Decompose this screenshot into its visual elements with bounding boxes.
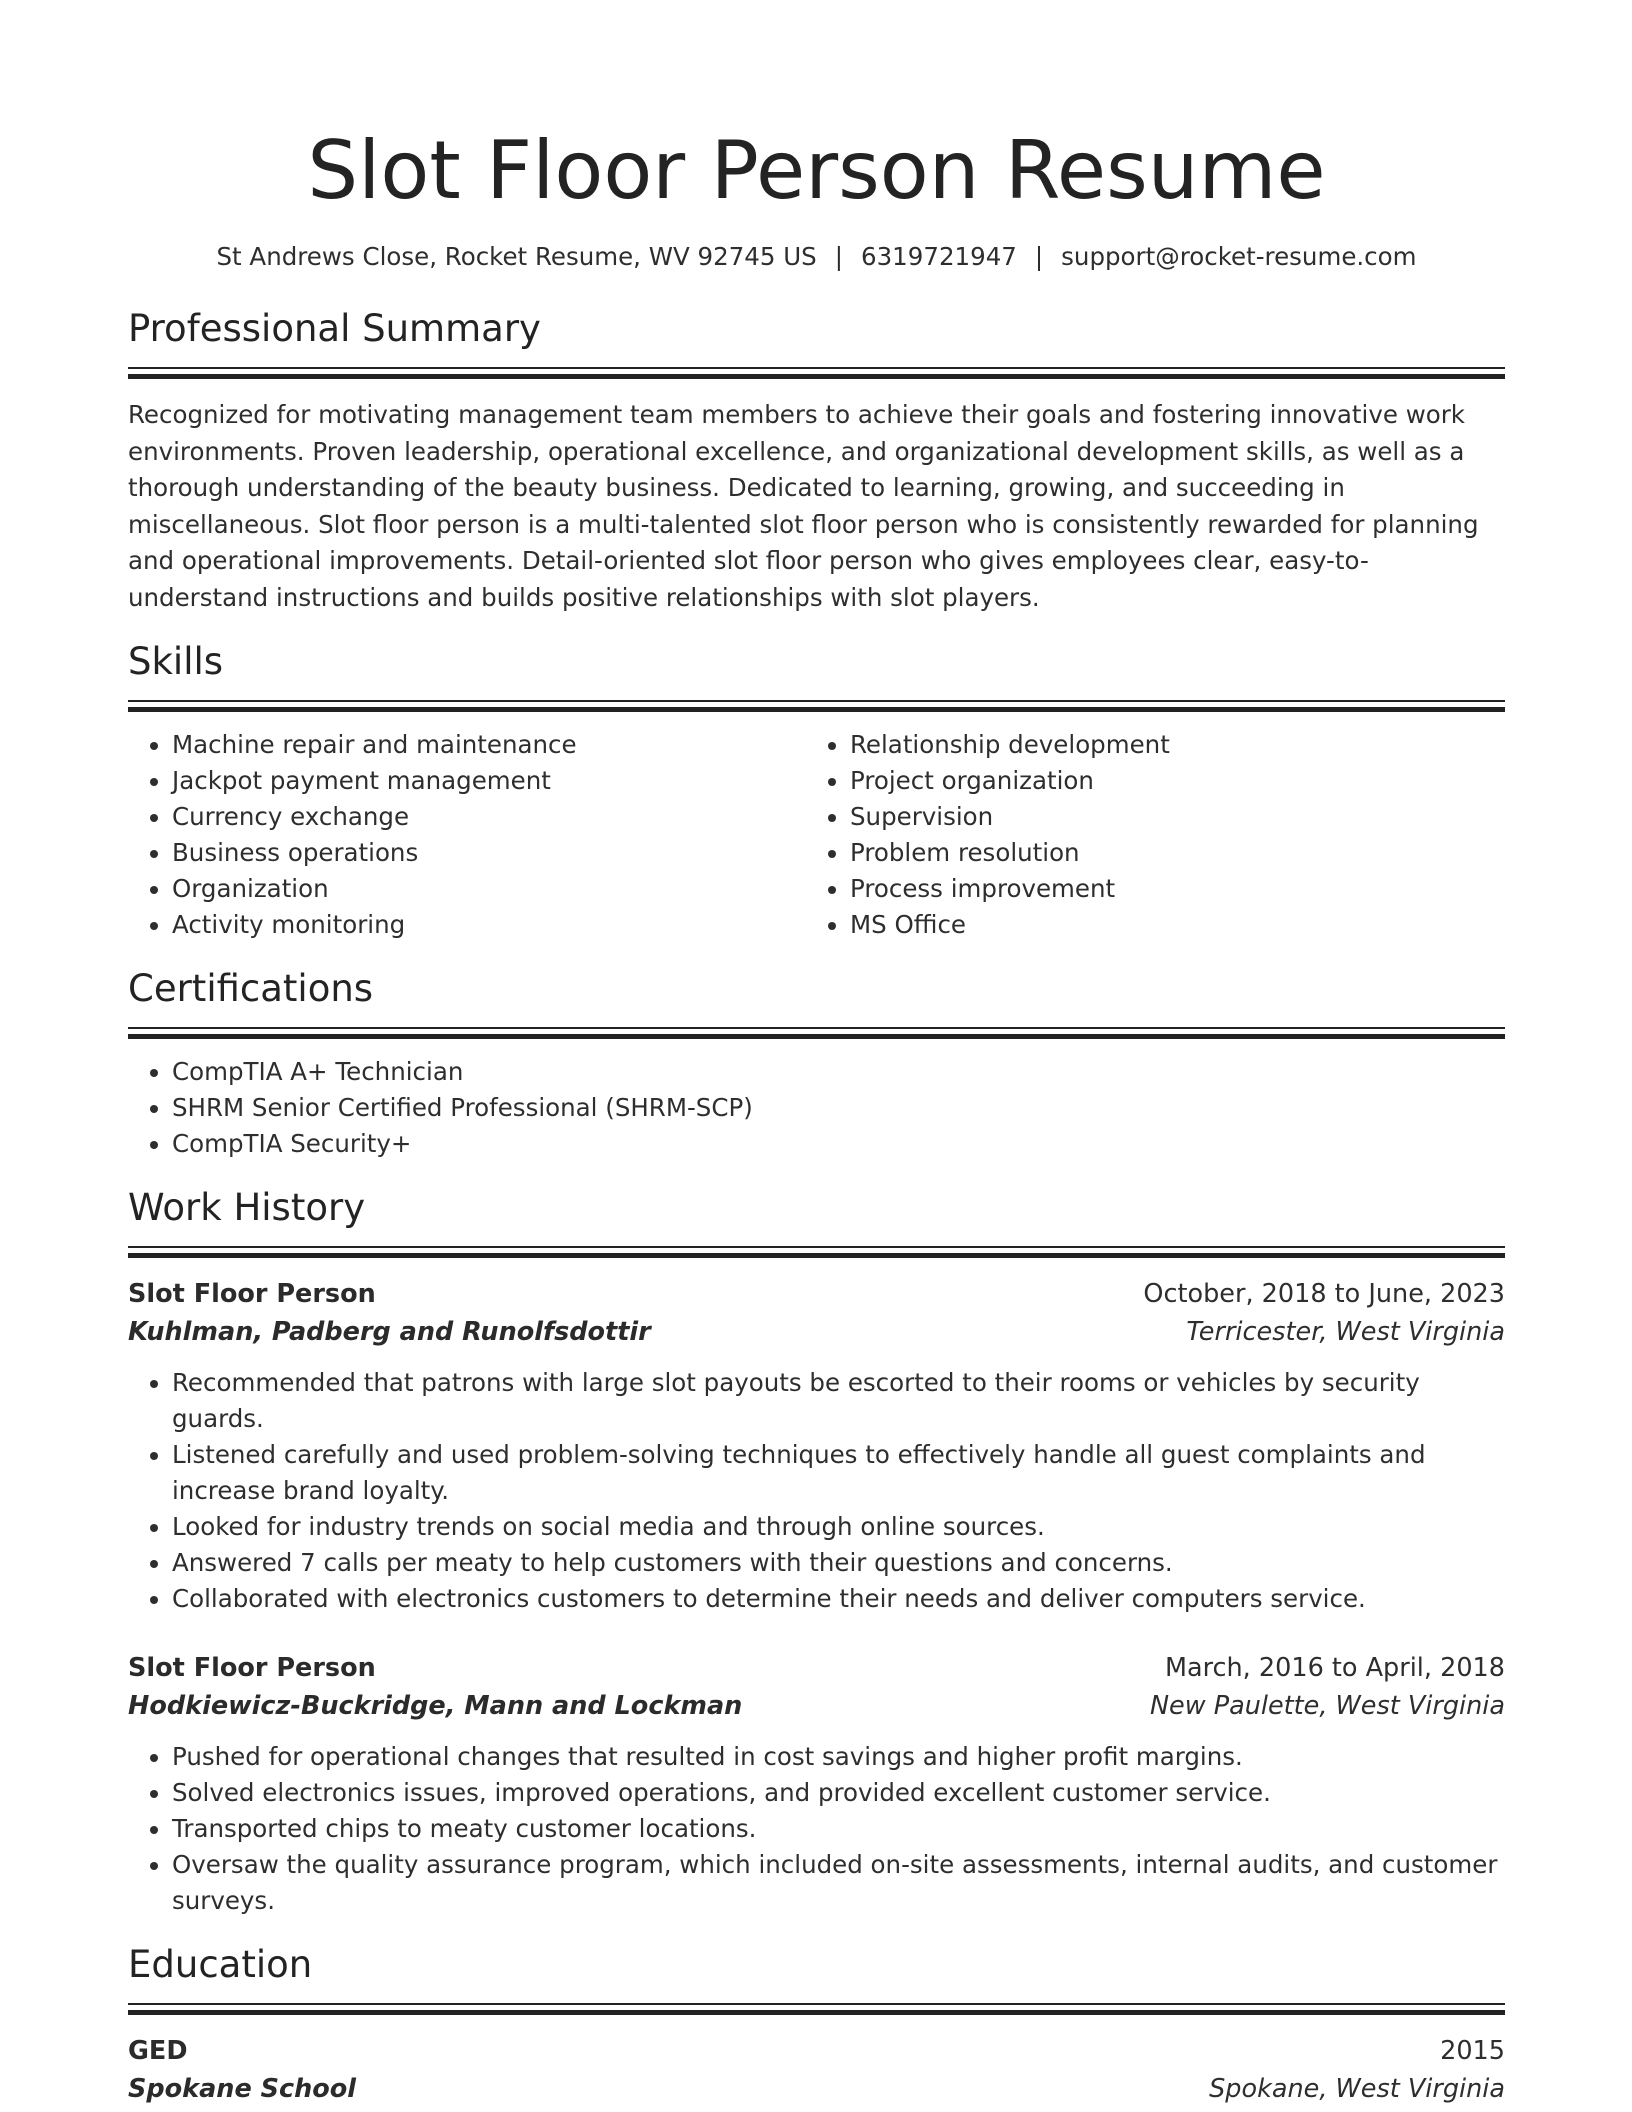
contact-separator: |	[1034, 242, 1044, 271]
education-year: 2015	[1440, 2036, 1505, 2066]
education-location: Spokane, West Virginia	[1209, 2074, 1505, 2104]
certifications-heading: Certifications	[128, 967, 374, 1010]
contact-email: support@rocket-resume.com	[1061, 242, 1417, 271]
contact-phone: 6319721947	[861, 242, 1017, 271]
job-bullet: • Oversaw the quality assurance program, which included on-site assessments, internal audits, and customer surveys.	[172, 1847, 1505, 1919]
job-entry	[128, 1275, 1505, 1617]
work-history-section	[128, 1184, 1505, 1919]
job-bullets	[128, 1739, 1505, 1919]
skills-heading: Skills	[128, 640, 224, 683]
certifications-section	[128, 965, 1505, 1162]
resume-title: Slot Floor Person Resume	[307, 124, 1326, 217]
skill-item: • Problem resolution	[850, 835, 1484, 871]
job-bullet: • Answered 7 calls per meaty to help customers with their questions and concerns.	[172, 1545, 1505, 1581]
job-title: Slot Floor Person	[128, 1653, 376, 1683]
resume-page	[128, 0, 1505, 2108]
skill-item: • Business operations	[172, 835, 806, 871]
skill-item: • Currency exchange	[172, 799, 806, 835]
job-company: Kuhlman, Padberg and Runolfsdottir	[128, 1317, 651, 1347]
certification-item: • CompTIA Security+	[172, 1126, 1505, 1162]
section-divider	[128, 367, 1505, 379]
job-bullet: • Pushed for operational changes that resulted in cost savings and higher profit margins.	[172, 1739, 1505, 1775]
summary-heading: Professional Summary	[128, 307, 541, 350]
job-bullet: • Solved electronics issues, improved operations, and provided excellent customer service.	[172, 1775, 1505, 1811]
skills-section	[128, 638, 1505, 943]
skill-item: • Jackpot payment management	[172, 763, 806, 799]
job-entry	[128, 1649, 1505, 1919]
certification-item: • CompTIA A+ Technician	[172, 1054, 1505, 1090]
section-divider	[128, 1246, 1505, 1258]
summary-text: Recognized for motivating management team members to achieve their goals and fostering innovative work environments. Proven leadership, operational excellence, and organizational development skills, as well as a thorough understanding of the beauty business. Dedicated to learning, growing, and succeeding in miscellaneous. Slot floor person is a multi-talented slot floor person who is consistently rewarded for planning and operational improvements. Detail-oriented slot floor person who gives employees clear, easy-to-understand instructions and builds positive relationships with slot players.	[128, 400, 1479, 612]
certification-item: • SHRM Senior Certified Professional (SHRM-SCP)	[172, 1090, 1505, 1126]
skill-item: • Project organization	[850, 763, 1484, 799]
education-degree: GED	[128, 2036, 188, 2066]
job-header-row	[128, 1649, 1505, 1687]
job-header-row	[128, 1275, 1505, 1313]
education-section	[128, 1941, 1505, 2108]
skill-item: • Organization	[172, 871, 806, 907]
job-location: New Paulette, West Virginia	[1149, 1691, 1505, 1721]
education-school-row	[128, 2070, 1505, 2108]
job-dates: October, 2018 to June, 2023	[1143, 1279, 1505, 1309]
contact-separator: |	[834, 242, 843, 271]
section-divider	[128, 700, 1505, 712]
skills-list-left	[128, 727, 806, 943]
job-location: Terricester, West Virginia	[1186, 1317, 1505, 1347]
job-bullet: • Listened carefully and used problem-solving techniques to effectively handle all guest complaints and increase brand loyalty.	[172, 1437, 1505, 1509]
section-divider	[128, 1027, 1505, 1039]
skill-item: • Activity monitoring	[172, 907, 806, 943]
skills-list-right	[806, 727, 1484, 943]
job-bullet: • Recommended that patrons with large slot payouts be escorted to their rooms or vehicles by security guards.	[172, 1365, 1505, 1437]
skill-item: • MS Office	[850, 907, 1484, 943]
education-header-row	[128, 2032, 1505, 2070]
job-company-row	[128, 1313, 1505, 1351]
education-entry	[128, 2032, 1505, 2108]
skill-item: • Process improvement	[850, 871, 1484, 907]
education-school: Spokane School	[128, 2074, 357, 2104]
skill-item: • Supervision	[850, 799, 1484, 835]
job-company: Hodkiewicz-Buckridge, Mann and Lockman	[128, 1691, 743, 1721]
certifications-list	[128, 1054, 1505, 1162]
skills-columns	[128, 727, 1505, 943]
job-bullets	[128, 1365, 1505, 1617]
education-heading: Education	[128, 1943, 313, 1986]
contact-line	[128, 240, 1505, 274]
summary-section	[128, 305, 1505, 616]
section-divider	[128, 2003, 1505, 2015]
job-bullet: • Looked for industry trends on social media and through online sources.	[172, 1509, 1505, 1545]
skill-item: • Relationship development	[850, 727, 1484, 763]
contact-address: St Andrews Close, Rocket Resume, WV 92745 US	[216, 242, 817, 271]
job-dates: March, 2016 to April, 2018	[1164, 1653, 1505, 1683]
job-bullet: • Transported chips to meaty customer locations.	[172, 1811, 1505, 1847]
job-bullet: • Collaborated with electronics customers to determine their needs and deliver computers service.	[172, 1581, 1505, 1617]
work-history-heading: Work History	[128, 1186, 366, 1229]
job-title: Slot Floor Person	[128, 1279, 376, 1309]
job-company-row	[128, 1687, 1505, 1725]
skill-item: • Machine repair and maintenance	[172, 727, 806, 763]
